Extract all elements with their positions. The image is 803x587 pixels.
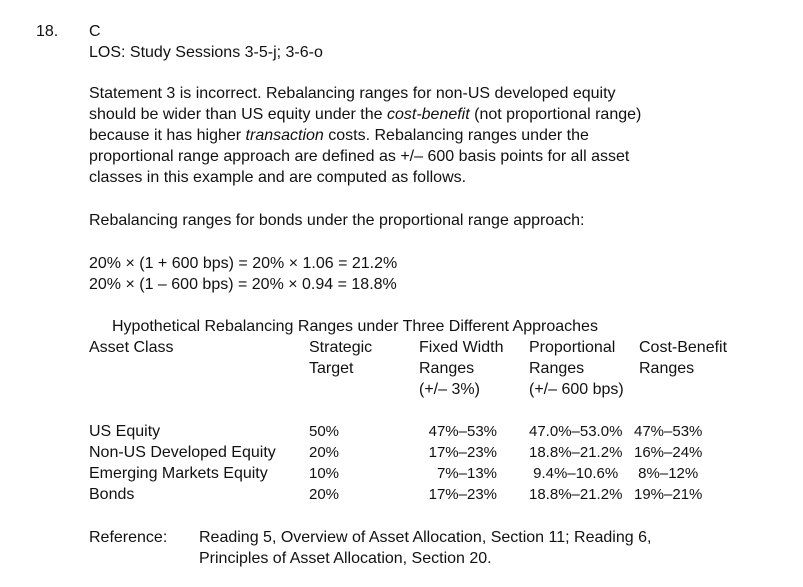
header-text: Cost-Benefit xyxy=(639,339,728,356)
target-cell: 20% xyxy=(309,444,340,461)
explanation-line xyxy=(89,104,789,125)
fixed-range-cell: 7%–13% xyxy=(436,465,497,482)
header-text: Ranges xyxy=(529,360,585,377)
cost-benefit-range-cell: 8%–12% xyxy=(634,465,699,482)
text-segment: should be wider than US equity under the xyxy=(89,106,387,123)
proportional-range-cell: 9.4%–10.6% xyxy=(529,465,619,482)
asset-class-cell: Bonds xyxy=(89,486,135,503)
cost-benefit-range-cell: 47%–53% xyxy=(634,423,703,440)
emphasis-text: transaction xyxy=(245,127,324,144)
question-number: 18. xyxy=(36,23,59,40)
fixed-range-cell: 17%–23% xyxy=(428,444,497,461)
text-segment: costs. Rebalancing ranges under the xyxy=(323,127,589,144)
proportional-range-cell: 18.8%–21.2% xyxy=(529,444,623,461)
table-row xyxy=(0,484,803,505)
header-strategic-target xyxy=(309,337,372,379)
header-text: Target xyxy=(309,360,354,377)
header-fixed-width xyxy=(419,337,503,400)
header-text: (+/– 3%) xyxy=(419,381,480,398)
table-row xyxy=(0,421,803,442)
asset-class-cell: Non-US Developed Equity xyxy=(89,444,276,461)
header-proportional xyxy=(529,337,624,400)
target-cell: 50% xyxy=(309,423,340,440)
header-asset-class xyxy=(89,337,173,358)
header-text: Ranges xyxy=(639,360,695,377)
header-text: Proportional xyxy=(529,339,616,356)
reference-text xyxy=(199,527,651,569)
reference-line: Reading 5, Overview of Asset Allocation, Section 11; Reading 6, xyxy=(199,529,652,546)
emphasis-text: cost-benefit xyxy=(386,106,470,123)
table-row xyxy=(0,463,803,484)
header-text: Fixed Width xyxy=(419,339,504,356)
text-segment: (not proportional range) xyxy=(469,106,642,123)
explanation-line xyxy=(89,125,789,146)
explanation-line: classes in this example and are computed as follows. xyxy=(89,169,467,186)
explanation-paragraph xyxy=(89,83,789,188)
answer-letter: C xyxy=(89,23,101,40)
target-cell: 10% xyxy=(309,465,340,482)
cost-benefit-range-cell: 19%–21% xyxy=(634,486,703,503)
fixed-range-cell: 17%–23% xyxy=(428,486,497,503)
asset-class-cell: Emerging Markets Equity xyxy=(89,465,268,482)
calculation-line: 20% × (1 + 600 bps) = 20% × 1.06 = 21.2% xyxy=(89,255,398,272)
header-text: Ranges xyxy=(419,360,475,377)
explanation-line: Statement 3 is incorrect. Rebalancing ranges for non-US developed equity xyxy=(89,85,616,102)
calculations xyxy=(89,253,397,295)
proportional-range-cell: 18.8%–21.2% xyxy=(529,486,623,503)
table-row xyxy=(0,442,803,463)
explanation-line: proportional range approach are defined as +/– 600 basis points for all asset xyxy=(89,148,630,165)
reference-label: Reference: xyxy=(89,529,168,546)
header-text: Asset Class xyxy=(89,339,174,356)
los-reference: LOS: Study Sessions 3-5-j; 3-6-o xyxy=(89,44,323,61)
header-cost-benefit xyxy=(639,337,727,379)
calculation-line: 20% × (1 – 600 bps) = 20% × 0.94 = 18.8% xyxy=(89,276,397,293)
asset-class-cell: US Equity xyxy=(89,423,161,440)
header-text: (+/– 600 bps) xyxy=(529,381,624,398)
proportional-range-cell: 47.0%–53.0% xyxy=(529,423,623,440)
table-title: Hypothetical Rebalancing Ranges under Three Different Approaches xyxy=(112,318,598,335)
fixed-range-cell: 47%–53% xyxy=(428,423,497,440)
header-text: Strategic xyxy=(309,339,373,356)
bonds-intro: Rebalancing ranges for bonds under the proportional range approach: xyxy=(89,212,585,229)
reference-line: Principles of Asset Allocation, Section 20. xyxy=(199,550,492,567)
text-segment: because it has higher xyxy=(89,127,246,144)
cost-benefit-range-cell: 16%–24% xyxy=(634,444,703,461)
target-cell: 20% xyxy=(309,486,340,503)
